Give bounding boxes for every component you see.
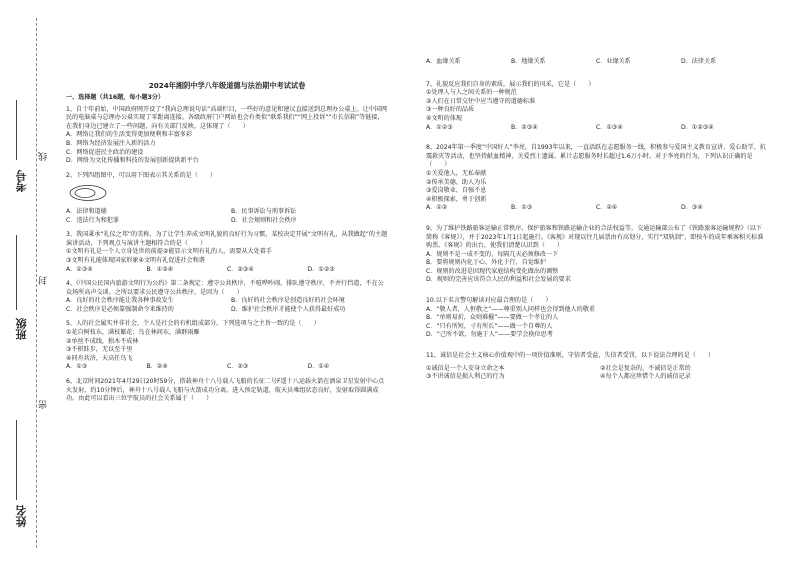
option-c[interactable]: C．社会秩序是必须靠强制命令来维持的 (66, 305, 174, 313)
exam-number-label: 考号 (15, 170, 28, 192)
question-stem: 3、我国秉承“礼仪之邦”的美称，为了让学生养成文明礼貌的良好行为习惯，某校决定开展“文明有礼，从我做起”的主题演讲活动，下列观点与演讲主题相符合的是（ ） (66, 231, 388, 247)
option-a[interactable]: A．①③④ (66, 265, 93, 273)
name-blank[interactable] (16, 420, 17, 500)
option-a[interactable]: A．规则不是一成不变的，每隔几天必须修改一下 (426, 250, 559, 258)
option-b[interactable]: B．民事诉讼与刑事诉讼 (231, 207, 297, 215)
option-c[interactable]: C．业缘关系 (596, 58, 631, 65)
question-stem: 5、人的社会属实并非社会，个人是社会的有机组成部分。下列选项与之主旨一致的是（ ） (66, 320, 320, 328)
option-d[interactable]: D．①②③④ (681, 123, 714, 131)
question-8 (426, 144, 766, 213)
sub-item: ②单丝不成线，独木不成林 (66, 337, 139, 345)
nested-ellipse-figure (68, 184, 108, 202)
option-d[interactable]: D．法律关系 (681, 58, 717, 65)
option-c[interactable]: C．网络促进民主政治的建设 (66, 148, 144, 156)
option-c[interactable]: C．②④ (596, 204, 618, 212)
question-7 (426, 81, 766, 133)
class-label: 班级 (15, 318, 28, 340)
question-stem: 7、礼貌反应我们自身的素质，展示我们的风采，它是（ ） (426, 80, 595, 88)
option-b[interactable]: B．②④ (146, 363, 168, 371)
sub-item: ①处理人与人之间关系的一种规范 (426, 89, 517, 97)
sub-item: ③不积跬步，无以至千里 (66, 346, 133, 354)
sub-item: ②社会是复杂的，不诚信是正常的 (600, 364, 691, 372)
option-b[interactable]: B．①③ (511, 204, 533, 212)
sub-item: ③文明有礼能体现国家形象④文明有礼促进社会和谐 (66, 256, 205, 264)
sub-item: ②人们在日常交往中应当遵守的道德标准 (426, 97, 536, 105)
option-a[interactable]: A．法律和道德 (66, 207, 107, 215)
option-c[interactable]: C．违法行为和犯罪 (66, 216, 120, 224)
option-d[interactable]: D．①②③ (307, 265, 335, 273)
option-c[interactable]: C．②③ (227, 363, 249, 371)
option-b[interactable]: B．“单则易折，众则难摧”——要做一个孝让的人 (426, 314, 559, 322)
option-d[interactable]: D．“己所不欲，勿施于人”——要学会换位思考 (426, 331, 553, 339)
question-2 (66, 172, 388, 225)
option-b[interactable]: B．良好的社会秩序是创造良好的社会环境 (231, 297, 345, 305)
class-blank[interactable] (16, 235, 17, 310)
binding-word-secret: 密 (39, 400, 49, 409)
option-d[interactable]: D．维护社会秩序才能使个人获得最好成功 (231, 305, 346, 313)
question-stem: 11、诚信是社会主义核心价值观中的一项价值准则，守信者受益，失信者受罚，以下说法合理的是（ ） (426, 352, 715, 360)
sub-item: ①文明有礼是一个人立身处世的前提②能显示文明有礼的人，需要从大处着手 (66, 248, 272, 256)
option-d[interactable]: D．社会规则和社会秩序 (231, 216, 297, 224)
section-title: 一、选择题（共16题，每小题3分） (66, 94, 165, 101)
option-b[interactable]: B．②③④ (511, 123, 538, 131)
sub-item: ③一种良好的品质 (426, 106, 475, 114)
option-b[interactable]: B．①②④ (146, 265, 174, 273)
right-column (426, 58, 766, 382)
option-d[interactable]: D．规则的完善应该符合人民的利益和社会发展的要求 (426, 276, 571, 284)
exam-number-blank[interactable] (16, 100, 17, 160)
sub-item: ①关爱他人，无私奉献 (426, 169, 487, 177)
question-stem: 2、下列四组图中，可以用下图表示其关系的是（ ） (66, 171, 217, 179)
option-a[interactable]: A．血缘关系 (426, 58, 461, 65)
question-1 (66, 106, 388, 166)
sub-item: ④每个人都应珍惜个人的诚信记录 (600, 373, 691, 381)
sub-item: ①诚信是一个人安身立命之本 (426, 364, 505, 372)
option-c[interactable]: C．规则的改进是因现代家庭结构变化做出的调整 (426, 267, 559, 275)
sub-item: ②传承美德，助人为乐 (426, 178, 487, 186)
option-d[interactable]: D．③④ (681, 204, 703, 212)
question-6 (66, 378, 388, 404)
question-11 (426, 352, 766, 382)
question-3 (66, 231, 388, 274)
exam-title: 2024年湘阴中学八年级道德与法治期中考试试卷 (148, 81, 306, 90)
option-b[interactable]: B．地缘关系 (511, 58, 546, 65)
option-a[interactable]: A．网络让我们的生活变得更加便利和丰富多彩 (66, 131, 193, 139)
option-d[interactable]: D．网络为文化传播和科技的发展创新提供新平台 (66, 157, 199, 165)
sub-item: ④同舟共济，天高任鸟飞 (66, 354, 133, 362)
option-c[interactable]: C．①③④ (596, 123, 623, 131)
sub-item: ③爱岗敬业，自强不息 (426, 187, 487, 195)
option-a[interactable]: A．“敬人者，人恒敬之”——尊重别人同样也会得到他人的敬重 (426, 305, 595, 313)
binding-word-seal: 封 (39, 276, 49, 285)
option-a[interactable]: A．①③ (66, 363, 88, 371)
left-column (66, 58, 388, 404)
option-b[interactable]: B．网络为经济发展注入新的活力 (66, 139, 156, 147)
question-stem: 9、为了维护铁路旅客运输正常秩序，保护旅客和铁路运输企业的合法权益等，交通运输部公布了《铁路旅客运输规程》（以下简称《客规》），并于2023年1月1日起施行。《客规》对现以往几届票由有高划分，实行“双轨制”，即按车的成年乘客相关标准购票。《客规》的出台，使我们清楚认识到（ ） (426, 224, 764, 250)
question-4 (66, 280, 388, 314)
question-stem: 10.以下名言警句解读对应最合理的是（ ） (426, 297, 552, 305)
question-5 (66, 320, 388, 372)
question-stem: 8、2024年第一季度“中国好人”李亮，自1993年以来，一直活跃在志愿服务一线，积极参与爱国主义教育宣讲、爱心助学、抗震救灾等活动，也坚持献血精神，关爱烈士遗属，累计志愿服务时长超过1.6万小时。对于李亮的行为，下列认识正确的是（ ） (426, 144, 766, 169)
binding-word-line: 线 (39, 152, 49, 161)
option-a[interactable]: A．良好的社会秩序能让我各种事故发生 (66, 297, 174, 305)
question-stem: 4、《中国公民国内旅游文明行为公约》第二条规定：遵守公共秩序，不喧哗吵闹，排队遵守秩序，不并行挡道，不在公众场所高声交谈。之所以要求公民遵守公共秩序，是因为（ ） (66, 280, 384, 296)
question-stem: 1、自十年前始，中国政府网开设了“我向总理说句话”高端栏目，一些好的意见和建议直接送到总理办公桌上。让中国网民的电脑桌与总理办公桌实现了零距离连接。各级政府门户网站也会有类似“联系我们”“网上投诉”“市长信箱”等链接，在我们身边已建立了一些问题，向有关部门反映，这体现了（ ） (66, 105, 387, 130)
sub-item: ④积极探索，勇于创新 (426, 195, 487, 203)
question-6-options (426, 58, 766, 67)
question-9 (426, 225, 766, 285)
option-c[interactable]: C．②③④ (227, 265, 254, 273)
option-c[interactable]: C．“只有所短，寸有所长”——做一个自尊的人 (426, 322, 553, 330)
option-b[interactable]: B．要将规则内化于心、外化于行，自觉维护 (426, 259, 546, 267)
sub-item: ①花自树枝东，满枝繁花；鸟在林间东，满群雨雁 (66, 329, 200, 337)
question-stem: 6、北京时间2021年4月29日20时59分，搭载神舟十八号载人飞船的长征二号F遥十八运载火箭在酒泉卫星发射中心点火发射，约10分钟后，神舟十八号载人飞船与火箭成功分离，进入预定轨道，航天员乘组状态良好，发射取得圆满成功。由此可以看出三位宇航员的社会关系属于（ ） (66, 378, 385, 403)
name-label: 姓名 (15, 505, 28, 527)
sub-item: ③不讲诚信是损人利己的行为 (426, 373, 505, 381)
option-a[interactable]: A．①② (426, 204, 448, 212)
option-a[interactable]: A．①②③ (426, 123, 453, 131)
option-d[interactable]: D．①④ (307, 363, 330, 371)
sub-item: ④文明的体现 (426, 114, 462, 122)
question-10 (426, 297, 766, 340)
binding-margin (0, 0, 62, 562)
